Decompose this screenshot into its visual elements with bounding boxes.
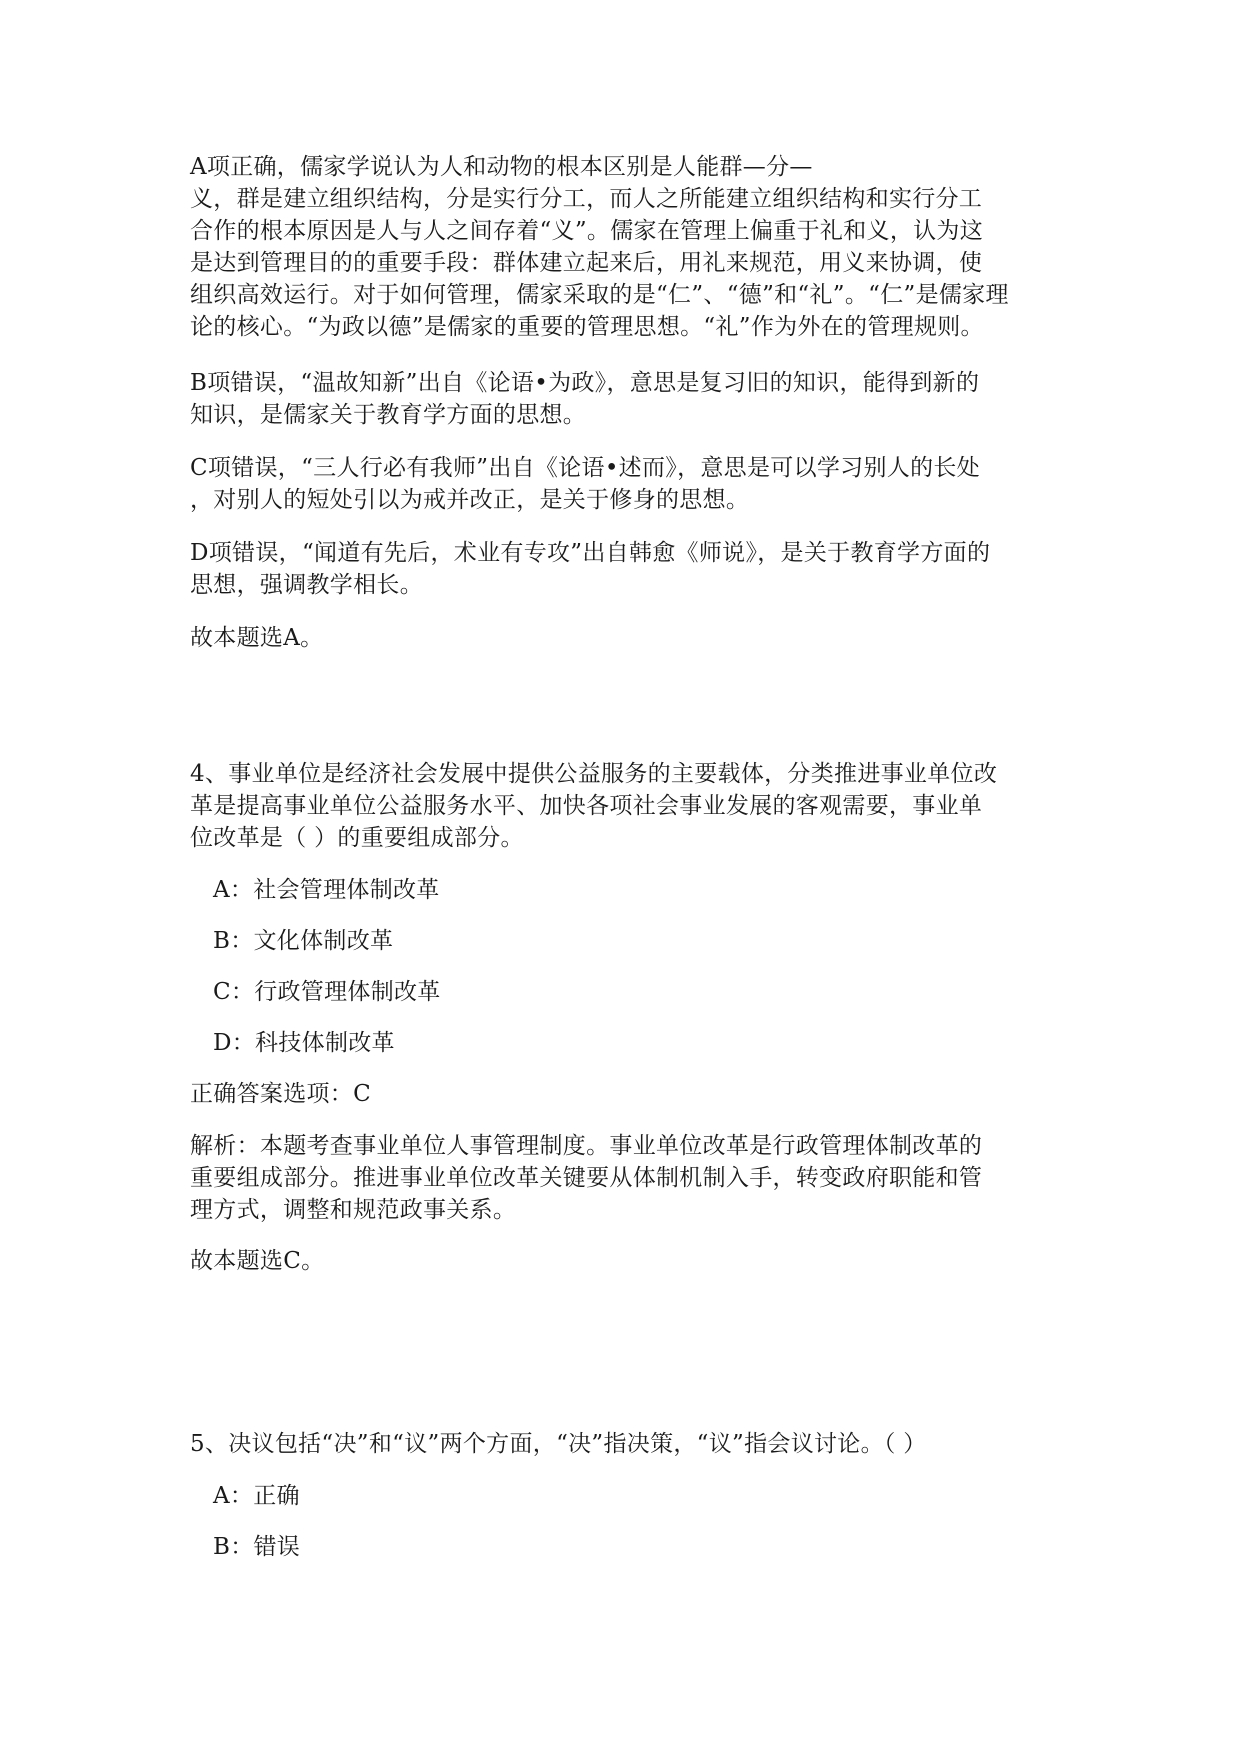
q5-option-a: A：正确 <box>213 1483 300 1509</box>
q4-analysis <box>190 1130 1050 1226</box>
text-line: C项错误，“三人行必有我师”出自《论语•述而》，意思是可以学习别人的长处 <box>190 455 980 481</box>
q4-option-b: B：文化体制改革 <box>213 928 394 954</box>
conclusion-q4: 故本题选C。 <box>190 1248 325 1274</box>
text-line: 是达到管理目的的重要手段：群体建立起来后，用礼来规范，用义来协调，使 <box>190 250 983 276</box>
q4-correct-answer: 正确答案选项：C <box>190 1081 371 1107</box>
q5-option-b: B：错误 <box>213 1534 301 1560</box>
text-line: 4、事业单位是经济社会发展中提供公益服务的主要载体，分类推进事业单位改 <box>190 761 998 787</box>
text-line: 位改革是（ ）的重要组成部分。 <box>190 825 524 851</box>
text-line: 革是提高事业单位公益服务水平、加快各项社会事业发展的客观需要，事业单 <box>190 793 983 819</box>
question-4-stem <box>190 758 1050 854</box>
q4-option-c: C：行政管理体制改革 <box>213 979 441 1005</box>
text-line: A项正确，儒家学说认为人和动物的根本区别是人能群—分— <box>190 154 813 180</box>
question-5-stem: 5、决议包括“决”和“议”两个方面，“决”指决策，“议”指会议讨论。（ ） <box>190 1431 927 1457</box>
text-line: 思想，强调教学相长。 <box>190 572 423 598</box>
q4-option-a: A：社会管理体制改革 <box>213 877 440 903</box>
text-line: B项错误，“温故知新”出自《论语•为政》，意思是复习旧的知识，能得到新的 <box>190 370 980 396</box>
explanation-paragraph-a <box>190 151 1050 343</box>
text-line: 解析：本题考查事业单位人事管理制度。事业单位改革是行政管理体制改革的 <box>190 1133 983 1159</box>
text-line: ，对别人的短处引以为戒并改正，是关于修身的思想。 <box>190 487 750 513</box>
explanation-paragraph-c <box>190 452 1050 516</box>
text-line: D项错误，“闻道有先后，术业有专攻”出自韩愈《师说》，是关于教育学方面的 <box>190 540 991 566</box>
text-line: 组织高效运行。对于如何管理，儒家采取的是“仁”、“德”和“礼”。“仁”是儒家理 <box>190 282 1009 308</box>
explanation-paragraph-d <box>190 537 1050 601</box>
text-line: 知识，是儒家关于教育学方面的思想。 <box>190 402 587 428</box>
text-line: 理方式，调整和规范政事关系。 <box>190 1197 517 1223</box>
text-line: 重要组成部分。推进事业单位改革关键要从体制机制入手，转变政府职能和管 <box>190 1165 983 1191</box>
text-line: 论的核心。“为政以德”是儒家的重要的管理思想。“礼”作为外在的管理规则。 <box>190 314 984 340</box>
text-line: 合作的根本原因是人与人之间存着“义”。儒家在管理上偏重于礼和义，认为这 <box>190 218 984 244</box>
conclusion-q3: 故本题选A。 <box>190 625 324 651</box>
q4-option-d: D：科技体制改革 <box>213 1030 395 1056</box>
text-line: 义，群是建立组织结构，分是实行分工，而人之所能建立组织结构和实行分工 <box>190 186 983 212</box>
explanation-paragraph-b <box>190 367 1050 431</box>
